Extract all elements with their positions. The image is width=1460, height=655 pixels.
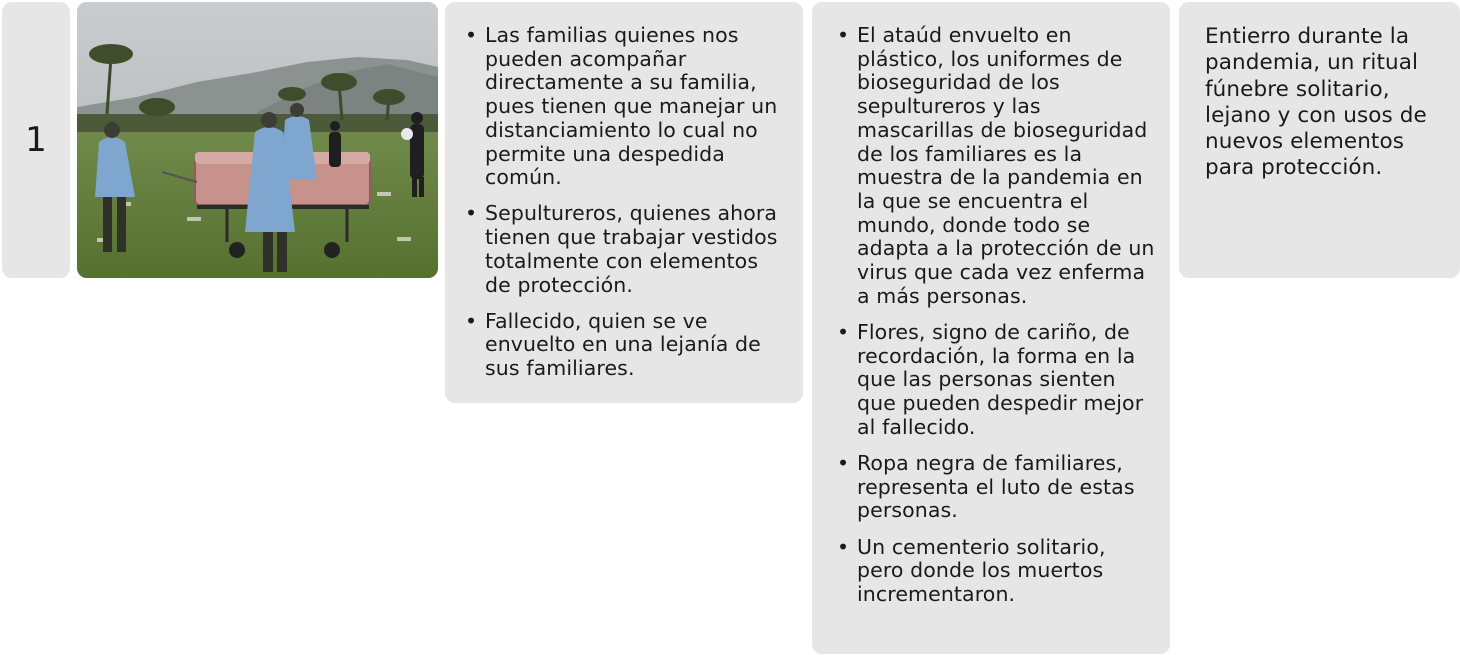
symbols-list [812, 2, 1170, 607]
symbols-column [812, 2, 1170, 654]
row-number-cell [2, 2, 70, 278]
interpretation-text: Entierro durante la pandemia, un ritual fúnebre solitario, lejano y con usos de nuevos elementos para protección. [1205, 24, 1427, 181]
list-item: • Ropa negra de familiares, representa el luto de estas personas. [857, 452, 1156, 523]
elements-column [445, 2, 803, 403]
photo-icon [77, 2, 438, 278]
row-number: 1 [25, 120, 47, 160]
list-item: • Sepultureros, quienes ahora tienen que trabajar vestidos totalmente con elementos de protección. [485, 202, 789, 297]
interpretation-column [1179, 2, 1460, 278]
list-item: • Fallecido, quien se ve envuelto en una lejanía de sus familiares. [485, 310, 789, 381]
list-item: • Un cementerio solitario, pero donde los muertos incrementaron. [857, 536, 1156, 607]
elements-list [445, 2, 803, 381]
list-item: • El ataúd envuelto en plástico, los uniformes de bioseguridad de los sepultureros y las mascarillas de bioseguridad de los familiares es la muestra de la pandemia en la que se encuentra el mundo, donde todo se adapta a la protección de un virus que cada vez enferma a más personas. [857, 24, 1156, 308]
burial-photo [77, 2, 438, 278]
list-item: • Las familias quienes nos pueden acompañar directamente a su familia, pues tienen que manejar un distanciamiento lo cual no permite una despedida común. [485, 24, 789, 190]
list-item: • Flores, signo de cariño, de recordación, la forma en la que las personas sienten que pueden despedir mejor al fallecido. [857, 321, 1156, 440]
